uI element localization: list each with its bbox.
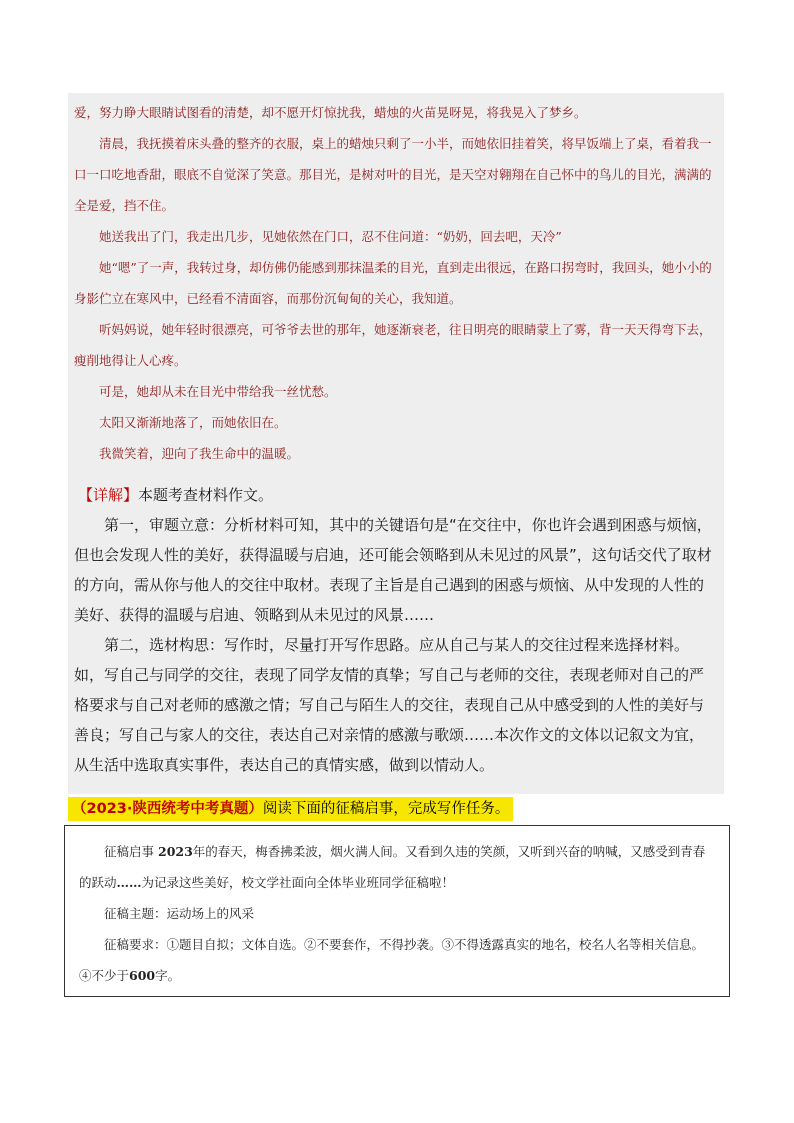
requirements-text: 征稿要求：①题目自拟；文体自选。②不要套作，不得抄袭。③不得透露真实的地名，校名人名等相关信息。④不少于: [79, 937, 705, 983]
notice-text: 为记录这些美好，校文学社面向全体毕业班同学征稿啦！: [141, 875, 455, 890]
analysis-intro: [74, 480, 718, 510]
essay-paragraph: 清晨，我抚摸着床头叠的整齐的衣服，桌上的蜡烛只剩了一小半，而她依旧挂着笑，将早饭端上了桌，看着我一口一口吃地香甜，眼底不自觉深了笑意。那目光，是树对叶的目光，是天空对翱翔在自己怀中的鸟儿的目光，满满的全是爱，挡不住。: [74, 136, 712, 213]
essay-paragraph: 她“嗯”了一声，我转过身，却仿佛仍能感到那抹温柔的目光，直到走出很远，在路口拐弯时，我回头，她小小的身影伫立在寒风中，已经看不清面容，而那份沉甸甸的关心，我知道。: [74, 260, 712, 306]
essay-excerpt: [68, 93, 724, 480]
essay-paragraph: 我微笑着，迎向了我生命中的温暖。: [99, 446, 300, 461]
question-source: （2023·陕西统考中考真题）: [72, 801, 263, 817]
detail-tag: 【详解】: [78, 486, 139, 504]
notice-requirements: [79, 929, 715, 991]
analysis-paragraph: 第二，选材构思：写作时，尽量打开写作思路。应从自己与某人的交往过程来选择材料。如，写自己与同学的交往，表现了同学友情的真挚；写自己与老师的交往，表现老师对自己的严格要求与自己对老师的感激之情；写自己与陌生人的交往，表现自己从中感受到的人性的美好与善良；写自己与家人的交往，表达自己对亲情的感激与歌颂……本次作文的文体以记叙文为宜，从生活中选取真实事件，表达自己的真情实感，做到以情动人。: [74, 636, 705, 774]
notice-paragraph: [79, 836, 715, 898]
notice-theme: 征稿主题：运动场上的风采: [104, 906, 255, 921]
notice-ellipsis: ……: [116, 875, 142, 890]
essay-paragraph: 太阳又渐渐地落了，而她依旧在。: [99, 415, 287, 430]
question-text: 阅读下面的征稿启事，完成写作任务。: [262, 801, 510, 817]
essay-paragraph: 爱，努力睁大眼睛试图看的清楚，却不愿开灯惊扰我，蜡烛的火苗晃呀晃，将我晃入了梦乡。: [74, 105, 587, 120]
essay-paragraph: 可是，她却从未在目光中带给我一丝忧愁。: [99, 384, 337, 399]
notice-box: [64, 825, 730, 997]
essay-paragraph: 听妈妈说，她年轻时很漂亮，可爷爷去世的那年，她逐渐衰老，往日明亮的眼睛蒙上了雾，背一天天得弯下去，瘦削地得让人心疼。: [74, 322, 712, 368]
notice-year: 2023: [158, 844, 193, 859]
analysis-paragraph: 第一，审题立意：分析材料可知，其中的关键语句是“在交往中，你也许会遇到困惑与烦恼，但也会发现人性的美好，获得温暖与启迪，还可能会领略到从未见过的风景”，这句话交代了取材的方向，需从你与他人的交往中取材。表现了主旨是自己遇到的困惑与烦恼、从中发现的人性的美好、获得的温暖与启迪、领略到从未见过的风景……: [74, 516, 712, 624]
notice-text: 年的春天，梅香拂柔波，烟火满人间。又看到久违的笑颜，又听到兴奋的呐喊，又感受到青春的跃动: [79, 844, 706, 890]
notice-title: 征稿启事: [104, 844, 155, 859]
essay-paragraph: 她送我出了门，我走出几步，见她依然在门口，忍不住问道：“奶奶，回去吧，天冷”: [99, 229, 562, 244]
question-heading: [68, 797, 513, 821]
analysis-intro-text: 本题考查材料作文。: [138, 486, 274, 504]
requirements-text: 字。: [155, 968, 181, 983]
analysis-section: [68, 480, 724, 794]
word-count: 600: [129, 968, 156, 983]
